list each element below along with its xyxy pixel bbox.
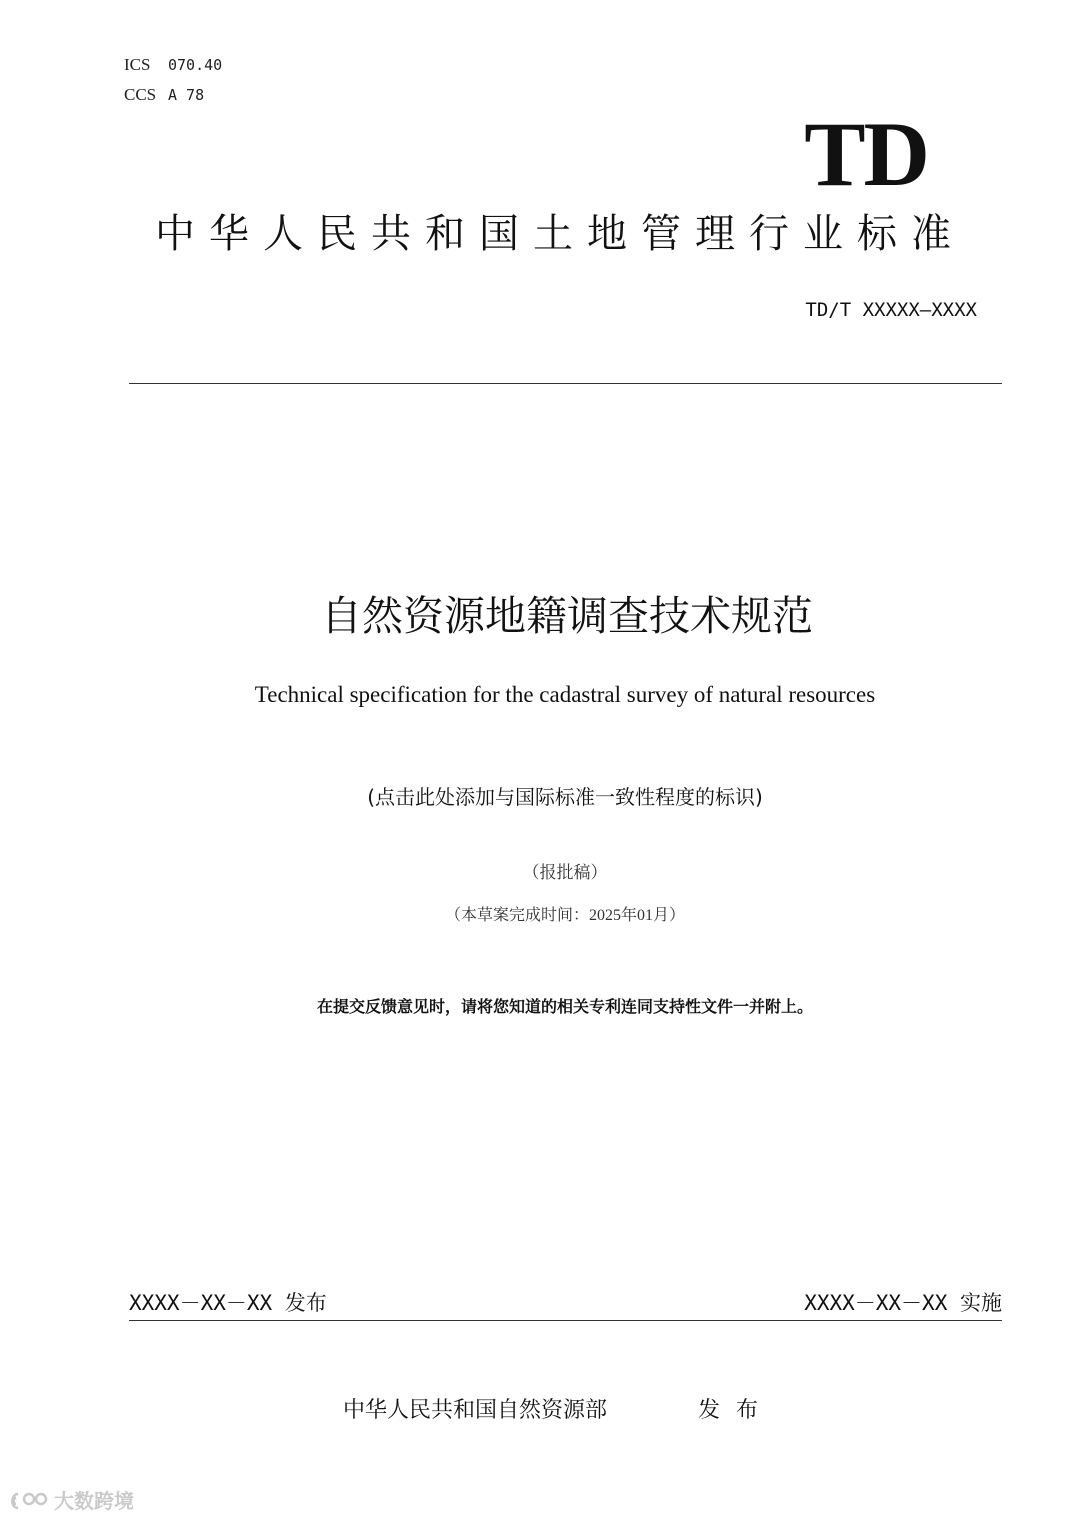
- watermark-logo-icon: [8, 1490, 50, 1512]
- publisher-name: 中华人民共和国自然资源部: [343, 1398, 608, 1423]
- standard-number: TD/T XXXXX—XXXX: [805, 299, 977, 321]
- bottom-divider: [129, 1320, 1002, 1321]
- watermark: [8, 1488, 134, 1514]
- patent-notice: 在提交反馈意见时，请将您知道的相关专利连同支持性文件一并附上。: [316, 997, 813, 1016]
- issue-date: XXXX－XX－XX 发布: [129, 1291, 327, 1315]
- document-title-cn: 自然资源地籍调查技术规范: [321, 592, 813, 640]
- td-logo: TD: [804, 103, 928, 205]
- ics-row: [124, 50, 222, 80]
- ccs-row: [124, 80, 222, 110]
- ccs-label: CCS: [124, 85, 157, 104]
- document-title-en: Technical specification for the cadastral survey of natural resources: [254, 682, 876, 707]
- consistency-placeholder[interactable]: (点击此处添加与国际标准一致性程度的标识): [367, 785, 763, 809]
- ccs-code: A 78: [168, 86, 205, 104]
- watermark-text: 大数跨境: [54, 1489, 134, 1513]
- draft-status: （报批稿）: [522, 863, 608, 883]
- draft-completion-date: （本草案完成时间：2025年01月）: [444, 907, 685, 924]
- ics-label: ICS: [124, 55, 151, 74]
- top-divider: [129, 383, 1002, 384]
- publish-label: 发布: [698, 1398, 775, 1423]
- implementation-date: XXXX－XX－XX 实施: [804, 1291, 1002, 1315]
- standard-title: 中华人民共和国土地管理行业标准: [155, 211, 965, 257]
- classification-codes: [124, 50, 222, 110]
- ics-code: 070.40: [168, 56, 223, 74]
